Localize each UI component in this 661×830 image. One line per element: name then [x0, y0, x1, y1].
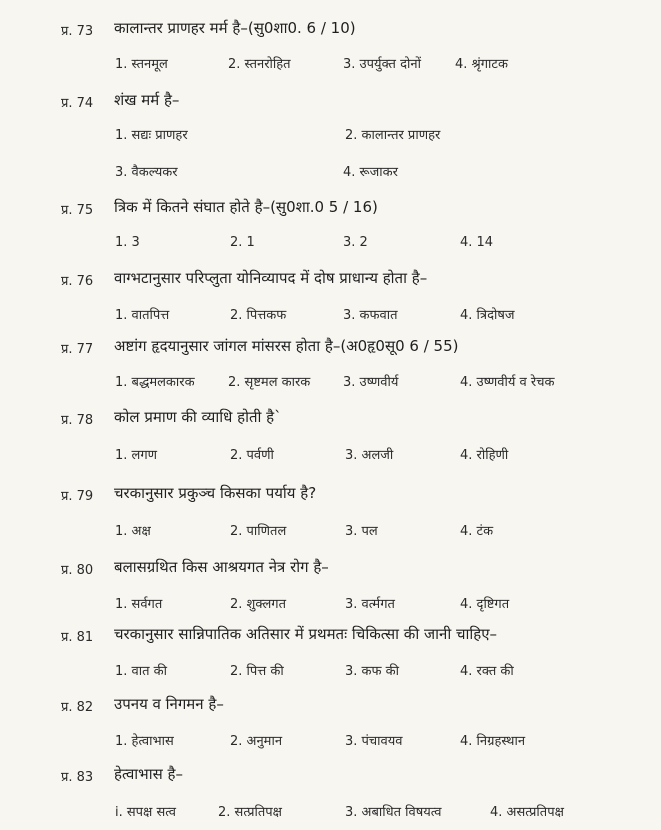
option-2: 2. पर्वणी	[230, 448, 274, 463]
option-2: 2. पाणितल	[230, 524, 287, 539]
question-number: प्र. 80	[61, 563, 94, 578]
option-3: 3. अबाधित विषयत्व	[345, 805, 442, 820]
question-text: हेत्वाभास है–	[114, 765, 183, 783]
option-3: 3. पंचावयव	[345, 734, 403, 749]
option-3: 3. अलजी	[345, 448, 394, 463]
question-text: चरकानुसार प्रकुञ्च किसका पर्याय है?	[114, 484, 317, 502]
option-1: 1. अक्ष	[115, 524, 151, 539]
option-1: 1. सर्वगत	[115, 597, 163, 612]
option-4: 4. उष्णवीर्य व रेचक	[460, 375, 555, 390]
option-3: 3. वर्त्मगत	[345, 597, 395, 612]
question-text: कोल प्रमाण की व्याधि होती है`	[114, 408, 282, 426]
option-2: 2. 1	[230, 235, 255, 250]
option-3: 3. उष्णवीर्य	[343, 375, 399, 390]
option-1: 1. लगण	[115, 448, 158, 463]
option-1: 1. स्तनमूल	[115, 57, 168, 72]
question-number: प्र. 83	[61, 770, 94, 785]
option-2: 2. स्तनरोहित	[228, 57, 291, 72]
option-4: 4. टंक	[460, 524, 494, 539]
option-4: 4. रूजाकर	[343, 165, 398, 180]
question-number: प्र. 73	[61, 24, 94, 39]
question-text: चरकानुसार सान्निपातिक अतिसार में प्रथमतः चिकित्सा की जानी चाहिए–	[114, 625, 498, 643]
option-3: 3. 2	[343, 235, 368, 250]
option-2: 2. सत्प्रतिपक्ष	[218, 805, 282, 820]
option-1: 1. वात की	[115, 664, 168, 679]
question-number: प्र. 75	[61, 203, 94, 218]
option-4: 4. रोहिणी	[460, 448, 509, 463]
option-2: 2. सृष्टमल कारक	[228, 375, 311, 390]
option-1: 1. सद्यः प्राणहर	[115, 128, 188, 143]
question-number: प्र. 77	[61, 342, 94, 357]
option-3: 3. कफ की	[345, 664, 400, 679]
option-4: 4. दृष्टिगत	[460, 597, 510, 612]
question-number: प्र. 79	[61, 489, 94, 504]
option-4: 4. रक्त की	[460, 664, 514, 679]
option-1: 1. हेत्वाभास	[115, 734, 174, 749]
question-number: प्र. 81	[61, 630, 94, 645]
option-4: 4. असत्प्रतिपक्ष	[490, 805, 564, 820]
option-1: 1. 3	[115, 235, 140, 250]
question-text: शंख मर्म है–	[114, 91, 180, 109]
question-text: बलासग्रथित किस आश्रयगत नेत्र रोग है–	[114, 558, 329, 576]
option-2: 2. पित्त की	[230, 664, 284, 679]
question-number: प्र. 74	[61, 96, 94, 111]
option-2: 2. कालान्तर प्राणहर	[345, 128, 441, 143]
option-3: 3. पल	[345, 524, 378, 539]
option-1: i. सपक्ष सत्व	[115, 805, 176, 820]
option-4: 4. त्रिदोषज	[460, 308, 515, 323]
option-1: 1. वातपित्त	[115, 308, 170, 323]
question-text: उपनय व निगमन है–	[114, 695, 224, 713]
question-number: प्र. 82	[61, 700, 94, 715]
question-text: वाग्भटानुसार परिप्लुता योनिव्यापद में दोष प्राधान्य होता है–	[114, 269, 428, 287]
option-2: 2. अनुमान	[230, 734, 283, 749]
option-3: 3. उपर्युक्त दोनों	[343, 57, 421, 72]
question-text: त्रिक में कितने संघात होते है–(सु0शा.0 5 / 16)	[114, 198, 378, 216]
option-3: 3. कफवात	[343, 308, 398, 323]
option-3: 3. वैकल्यकर	[115, 165, 178, 180]
option-4: 4. 14	[460, 235, 494, 250]
question-number: प्र. 78	[61, 413, 94, 428]
question-number: प्र. 76	[61, 274, 94, 289]
option-2: 2. शुक्लगत	[230, 597, 287, 612]
question-text: अष्टांग हृदयानुसार जांगल मांसरस होता है–(अ0हृ0सू0 6 / 55)	[114, 337, 459, 355]
option-2: 2. पित्तकफ	[230, 308, 287, 323]
question-text: कालान्तर प्राणहर मर्म है–(सु0शा0. 6 / 10)	[114, 19, 356, 37]
option-1: 1. बद्धमलकारक	[115, 375, 195, 390]
option-4: 4. निग्रहस्थान	[460, 734, 526, 749]
option-4: 4. श्रृंगाटक	[455, 57, 508, 72]
